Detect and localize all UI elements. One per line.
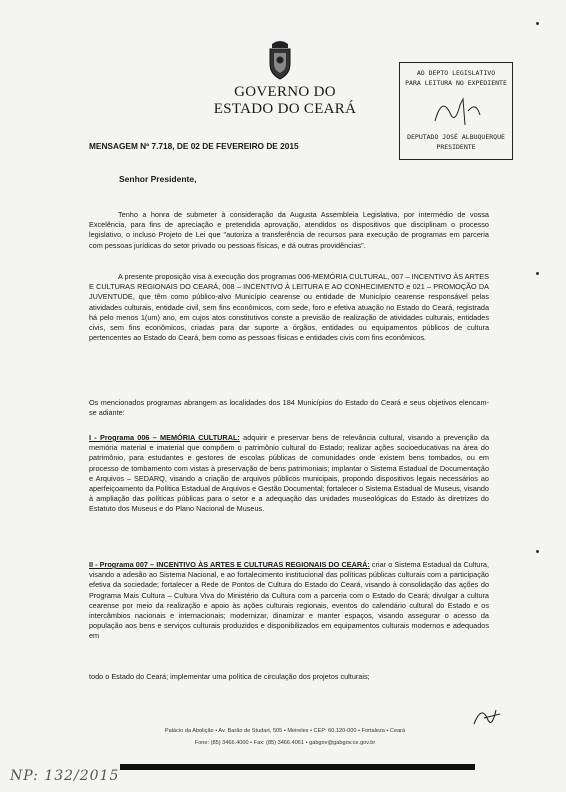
signature-mark: [430, 91, 485, 129]
salutation: Senhor Presidente,: [119, 174, 197, 184]
stamp-line: PRESIDENTE: [436, 143, 476, 151]
program-label: II - Programa 007 – INCENTIVO ÀS ARTES E CULTURAS REGIONAIS DO CEARÁ:: [89, 560, 370, 569]
stamp-line: DEPUTADO JOSÉ ALBUQUERQUE: [407, 133, 505, 141]
paragraph-program-006: [89, 433, 489, 515]
footer-contact: Fone: (85) 3466.4000 • Fax: (85) 3466.4061 • gabgov@gabgov.ce.gov.br: [194, 740, 376, 746]
scan-mark: [536, 272, 539, 275]
paragraph-text: Os mencionados programas abrangem as localidades dos 184 Municípios do Estado do Ceará e seus objetivos elencam-se adiante:: [89, 398, 489, 418]
program-label: I - Programa 006 – MEMÓRIA CULTURAL:: [89, 433, 240, 442]
footer-address: Palácio da Abolição • Av. Barão de Studart, 505 • Meireles • CEP: 60.120-000 • Fortaleza • Ceará: [164, 728, 406, 734]
legislative-stamp: [399, 62, 513, 160]
scan-mark: [536, 550, 539, 553]
paragraph-program-007: [89, 560, 489, 642]
footer-bar: [120, 764, 475, 770]
paragraph-text: todo o Estado do Ceará; implementar uma política de circulação dos projetos culturais;: [89, 672, 370, 681]
message-heading: MENSAGEM Nº 7.718, DE 02 DE FEVEREIRO DE 2015: [89, 141, 299, 151]
paragraph-text: A presente proposição visa à execução dos programas 006-MEMÓRIA CULTURAL, 007 – INCENTIVO ÀS ARTES E CULTURAS REGIONAIS DO CEARÁ, 008 – INCENTIVO À LEITURA E AO CONHECIMENTO e 021 – PROMOÇÃO DA JUVENTUDE, que têm como público-alvo Município cearense ou entidade de Município cearense responsável pelas atividades culturais, entidade civil, sem fins econômicos, com sede, foro e efetiva atuação no Estado do Ceará, registrada há pelo menos 1(um) ano, em cujos atos constitutivos conste a previsão de realização de atividades culturais, entidades civis, sem fins econômicos, criadas para dar suporte a órgãos, entidades ou equipamentos públicos de cultura pertencentes ao Estado do Ceará, bem como as pessoas físicas e entidades civis com fins econômicos.: [89, 272, 489, 343]
paragraph-2: [89, 272, 489, 343]
stamp-line: AO DEPTO LEGISLATIVO: [416, 69, 496, 77]
stamp-line: PARA LEITURA NO EXPEDIENTE: [405, 79, 507, 87]
paragraph-text: Tenho a honra de submeter à consideração da Augusta Assembleia Legislativa, por intermédio de vossa Excelência, para fins de apreciação e pretendida aprovação, atendidos os dispositivos que disciplinam o processo legislativo, o incluso Projeto de Lei que "autoriza a transferência de recursos para execução de programas em parceria com pessoas jurídicas do setor privado ou pessoas físicas, e dá outras providências".: [89, 210, 489, 250]
paragraph-1: [89, 210, 489, 251]
handwritten-note: NP: 132/2015: [10, 768, 120, 784]
initial-signature-icon: [470, 700, 504, 730]
paragraph-text: adquirir e preservar bens de relevância cultural, visando a prevenção da memória material e imaterial que compõem o patrimônio cultural do Estado; realizar ações socioeducativas na área do patrimônio, para estudantes e gestores de escolas públicas de comunidades onde existem bens tombados, ou em processo de tombamento com vistas à preservação de bens patrimoniais; implantar o Sistema Estadual de Documentação e Arquivos – SEDARQ, visando a criação de arquivos públicos municipais, propondo dispositivos legais necessários ao aperfeiçoamento da Política Estadual de Arquivos e Gestão Documental; fortalecer o Sistema Estadual de Museus, visando à ampliação das políticas públicas para o setor e a adequação das unidades museológicas do Estado às diretrizes do Estatuto dos Museus e do Plano Nacional de Museus.: [89, 433, 490, 514]
coat-of-arms-icon: [265, 38, 295, 80]
scan-mark: [536, 22, 539, 25]
paragraph-3: [89, 398, 489, 418]
government-title-line2: ESTADO DO CEARÁ: [213, 101, 357, 117]
paragraph-text: criar o Sistema Estadual da Cultura, visando a adesão ao Sistema Nacional, e ao fortalecimento institucional das políticas públicas culturais com a participação efetiva da sociedade; fortalecer a Rede de Pontos de Cultura do Estado do Ceará, visando à consolidação das ações do Programa Mais Cultura – Cultura Viva do Ministério da Cultura com a parceria com o Estado do Ceará; divulgar a cultura cearense por meio da realização e apoio às ações culturais regionais, eventos do calendário cultural do Estado e os intercâmbios nacionais e internacionais; modernizar, dinamizar e manter espaços, visando assegurar o acesso da população aos bens e serviços culturais produzidos e disponibilizados em equipamentos culturais modernos e adequados em: [89, 560, 489, 641]
paragraph-continuation: [89, 672, 489, 682]
government-title-line1: GOVERNO DO: [234, 84, 336, 100]
